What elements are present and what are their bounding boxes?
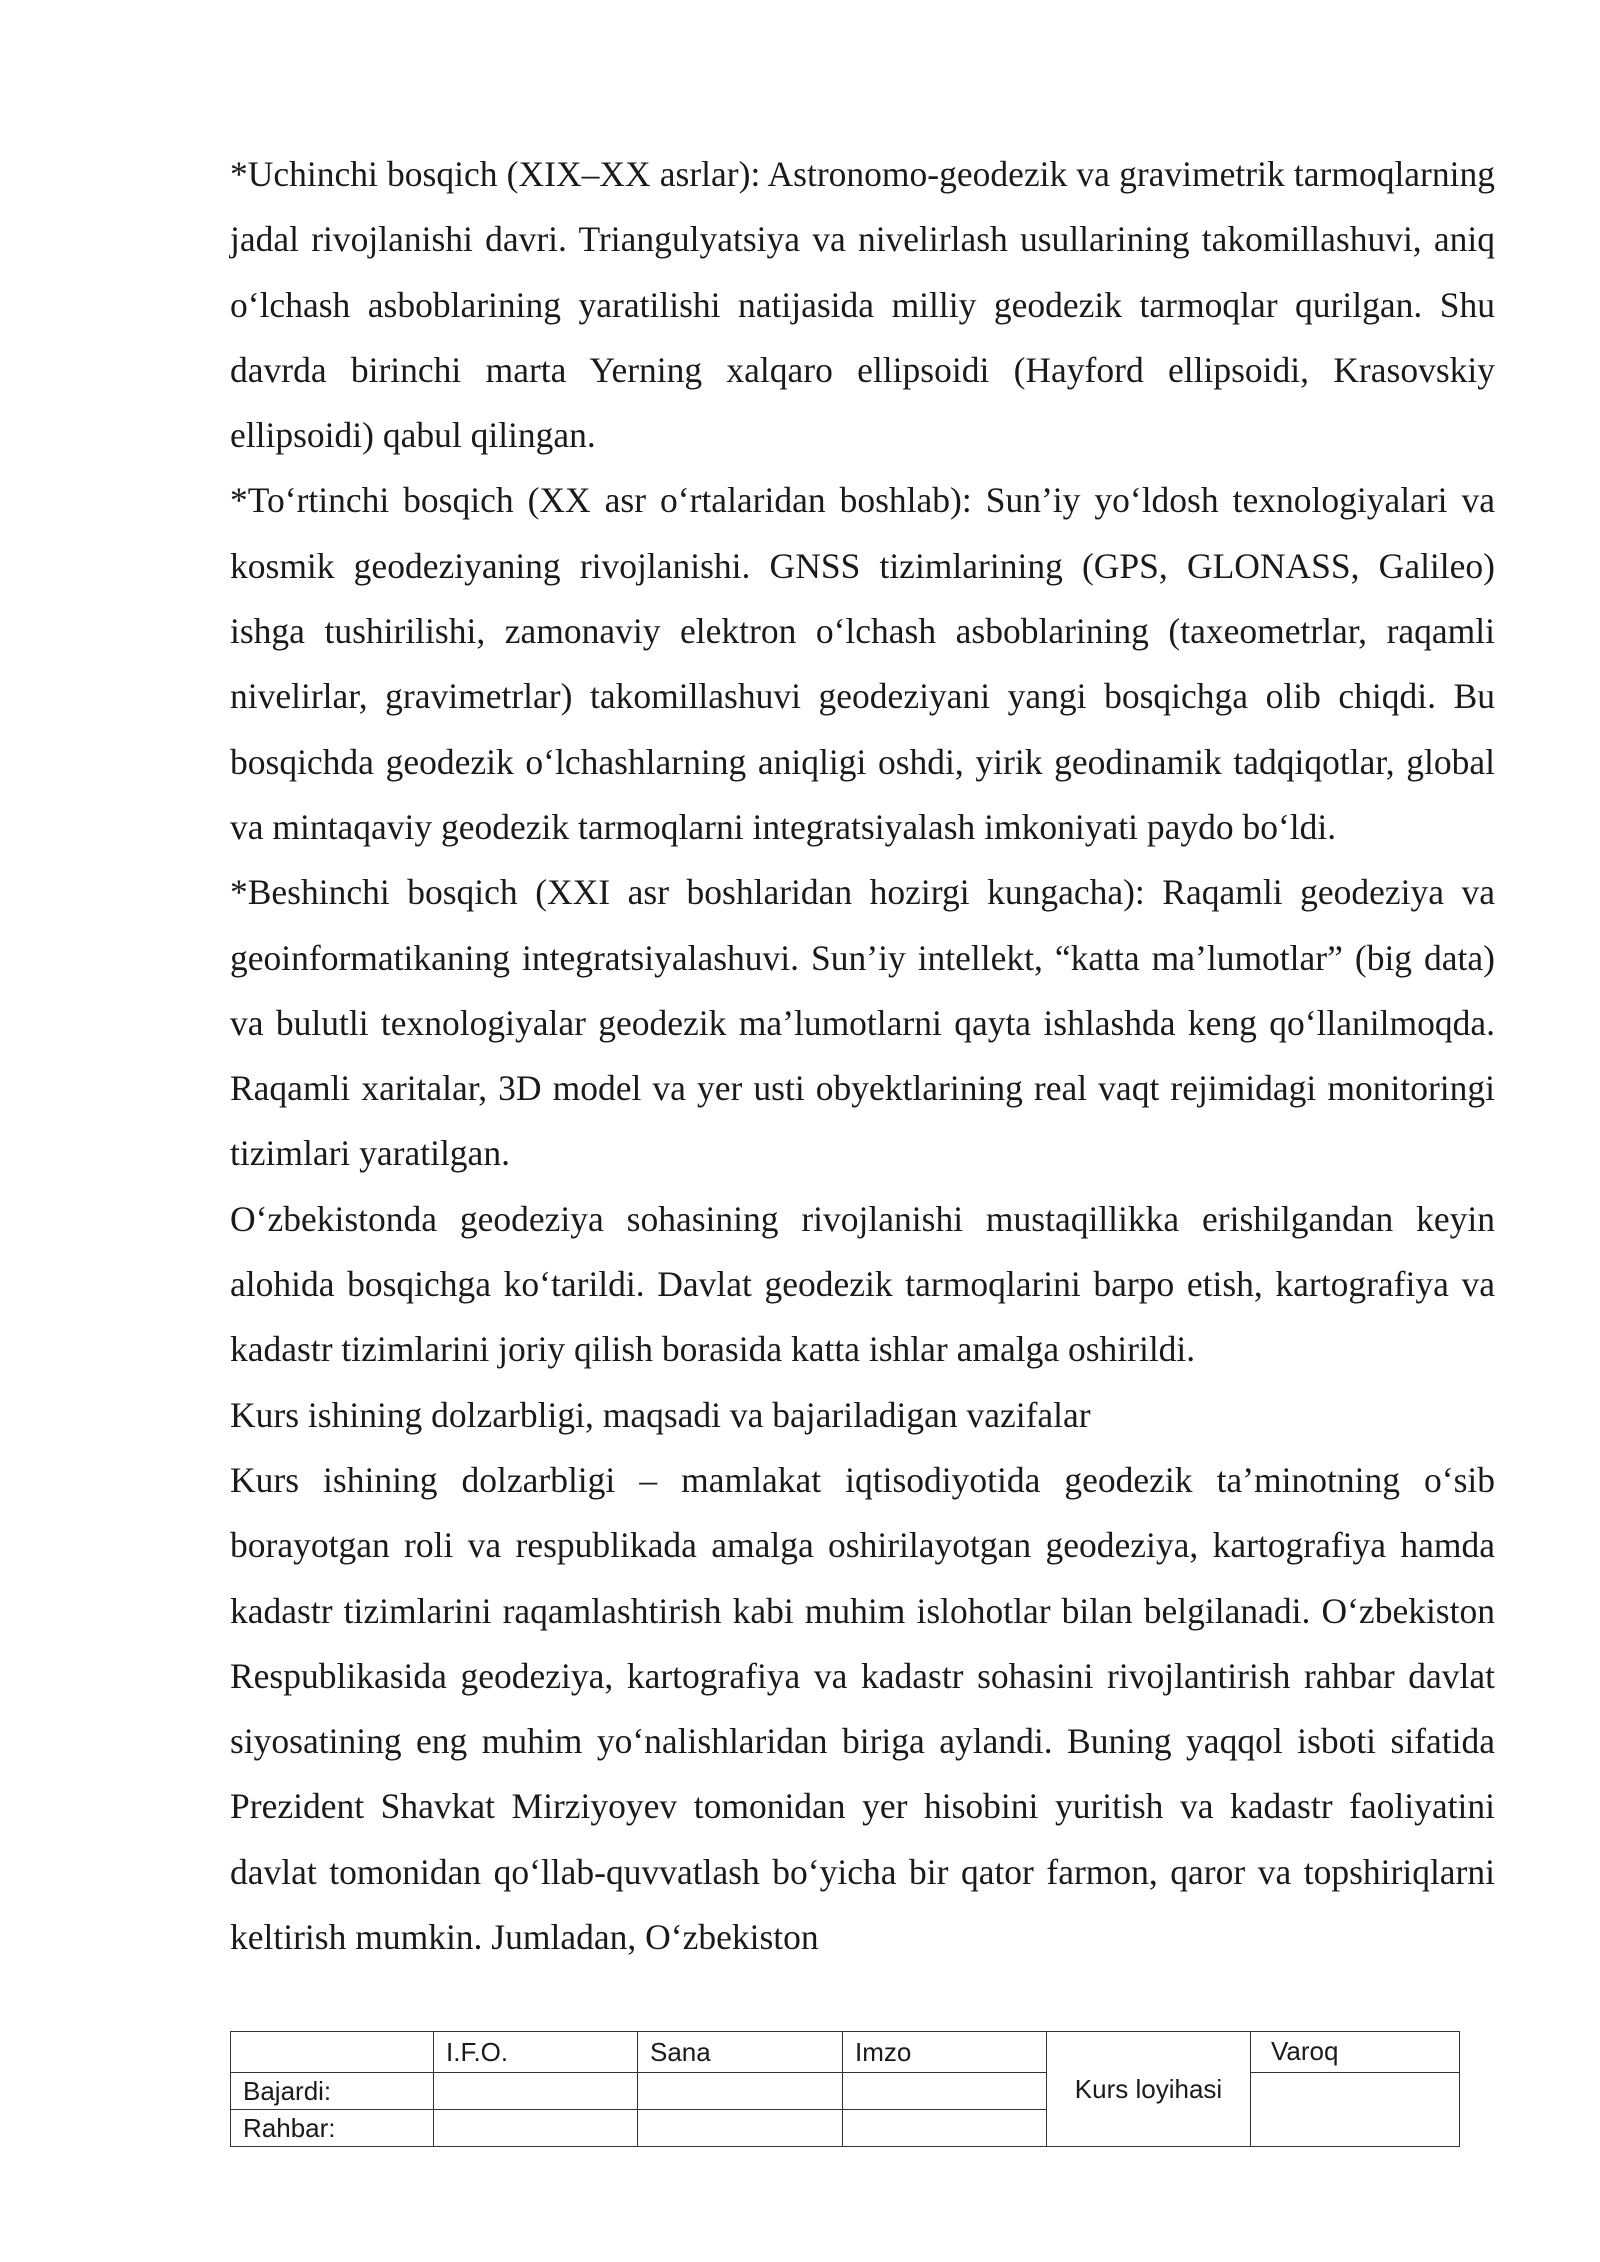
rahbar-imzo-cell <box>843 2110 1047 2147</box>
paragraph-relevance: Kurs ishining dolzarbligi – mamlakat iqtisodiyotida geodezik ta’minotning o‘sib borayotgan roli va respublikada amalga oshirilayotgan geodeziya, kartografiya hamda kadastr tizimlarini raqamlashtirish kabi muhim islohotlar bilan belgilanadi. O‘zbekiston Respublikasida geodeziya, kartografiya va kadastr sohasini rivojlantirish rahbar davlat siyosatining eng muhim yo‘nalishlaridan biriga aylandi. Buning yaqqol isboti sifatida Prezident Shavkat Mirziyoyev tomonidan yer hisobini yuritish va kadastr faoliyatini davlat tomonidan qo‘llab-quvvatlash bo‘yicha bir qator farmon, qaror va topshiriqlarni keltirish mumkin. Jumladan, O‘zbekiston <box>230 1459 1495 1958</box>
column-header-sana: Sana <box>638 2032 843 2073</box>
rahbar-sana-cell <box>638 2110 843 2147</box>
bajardi-sana-cell <box>638 2073 843 2110</box>
title-block-header-row <box>231 2032 1460 2073</box>
paragraph-stage-five: *Beshinchi bosqich (XXI asr boshlaridan hozirgi kungacha): Raqamli geodeziya va geoinformatikaning integratsiyalashuvi. Sun’iy intellekt, “katta ma’lumotlar” (big data) va bulutli texnologiyalar geodezik ma’lumotlarni qayta ishlashda keng qo‘llanilmoqda. Raqamli xaritalar, 3D model va yer usti obyektlarining real vaqt rejimidagi monitoringi tizimlari yaratilgan. <box>230 872 1495 1174</box>
section-heading: Kurs ishining dolzarbligi, maqsadi va bajariladigan vazifalar <box>230 1394 1091 1435</box>
row-label-rahbar: Rahbar: <box>231 2110 434 2147</box>
column-header-ifo: I.F.O. <box>434 2032 638 2073</box>
bajardi-imzo-cell <box>843 2073 1047 2110</box>
title-block-bajardi-row <box>231 2073 1460 2110</box>
paragraph-uzbekistan-geodesy: O‘zbekistonda geodeziya sohasining rivojlanishi mustaqillikka erishilgandan keyin alohida bosqichga ko‘tarildi. Davlat geodezik tarmoqlarini barpo etish, kartografiya va kadastr tizimlarini joriy qilish borasida katta ishlar amalga oshirildi. <box>230 1198 1495 1370</box>
sheet-label-cell: Varoq <box>1251 2032 1460 2073</box>
title-block-empty-cell <box>231 2032 434 2073</box>
rahbar-ifo-cell <box>434 2110 638 2147</box>
paragraph-stage-three: *Uchinchi bosqich (XIX–XX asrlar): Astronomo-geodezik va gravimetrik tarmoqlarning jadal rivojlanishi davri. Triangulyatsiya va nivelirlash usullarining takomillashuvi, aniq o‘lchash asboblarining yaratilishi natijasida milliy geodezik tarmoqlar qurilgan. Shu davrda birinchi marta Yerning xalqaro ellipsoidi (Hayford ellipsoidi, Krasovskiy ellipsoidi) qabul qilingan. <box>230 154 1495 456</box>
body-text <box>230 142 1495 1970</box>
column-header-imzo: Imzo <box>843 2032 1047 2073</box>
row-label-bajardi: Bajardi: <box>231 2073 434 2110</box>
paragraph-stage-four: *To‘rtinchi bosqich (XX asr o‘rtalaridan boshlab): Sun’iy yo‘ldosh texnologiyalari va kosmik geodeziyaning rivojlanishi. GNSS tizimlarining (GPS, GLONASS, Galileo) ishga tushirilishi, zamonaviy elektron o‘lchash asboblarining (taxeometrlar, raqamli nivelirlar, gravimetrlar) takomillashuvi geodeziyani yangi bosqichga olib chiqdi. Bu bosqichda geodezik o‘lchashlarning aniqligi oshdi, yirik geodinamik tadqiqotlar, global va mintaqaviy geodezik tarmoqlarni integratsiyalash imkoniyati paydo bo‘ldi. <box>230 480 1495 847</box>
project-label-cell: Kurs loyihasi <box>1047 2032 1251 2147</box>
bajardi-ifo-cell <box>434 2073 638 2110</box>
title-block-table <box>230 2031 1460 2147</box>
sheet-number-cell <box>1251 2073 1460 2147</box>
